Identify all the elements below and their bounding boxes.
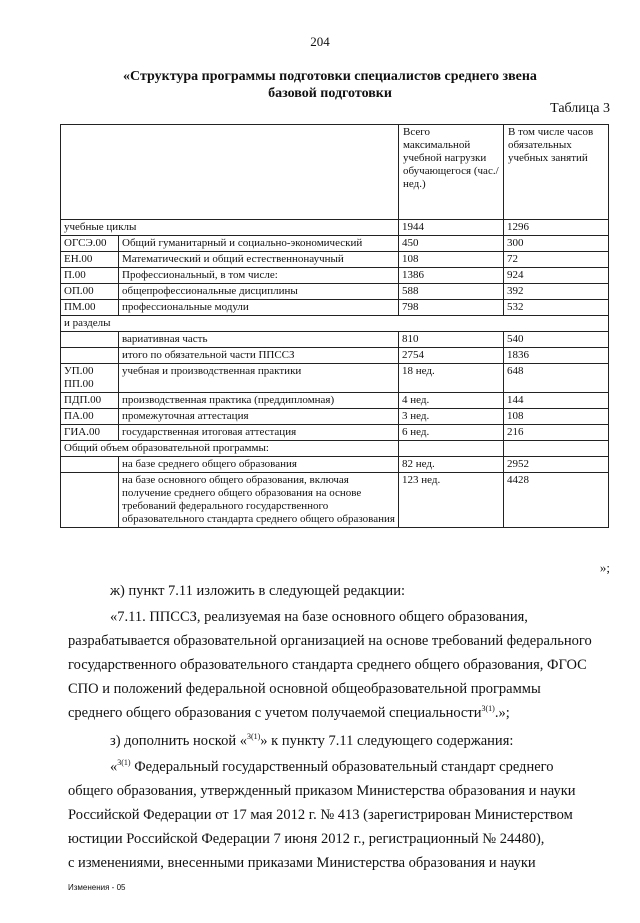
paragraph-line bbox=[68, 701, 612, 725]
row-mandatory: 532 bbox=[504, 300, 609, 316]
row-mandatory: 648 bbox=[504, 364, 609, 393]
row-mandatory: 300 bbox=[504, 236, 609, 252]
paragraph-line: разрабатывается образовательной организацией на основе требований федерального bbox=[68, 633, 592, 649]
paragraph-line bbox=[68, 755, 612, 779]
row-name: Общий гуманитарный и социально-экономический bbox=[119, 236, 399, 252]
row-code bbox=[61, 473, 119, 528]
row-code-1: УП.00 bbox=[64, 365, 94, 377]
title-line-1: «Структура программы подготовки специалистов среднего звена bbox=[123, 69, 537, 84]
table-row bbox=[61, 473, 609, 528]
row-name: производственная практика (преддипломная) bbox=[119, 393, 399, 409]
row-total bbox=[399, 441, 504, 457]
table-row bbox=[61, 425, 609, 441]
table-row bbox=[61, 332, 609, 348]
row-total: 3 нед. bbox=[399, 409, 504, 425]
paragraph-text: среднего общего образования с учетом получаемой специальности bbox=[68, 705, 482, 721]
row-mandatory bbox=[504, 441, 609, 457]
row-mandatory: 540 bbox=[504, 332, 609, 348]
row-code: ОГСЭ.00 bbox=[61, 236, 119, 252]
row-code: ЕН.00 bbox=[61, 252, 119, 268]
row-total: 6 нед. bbox=[399, 425, 504, 441]
row-total: 810 bbox=[399, 332, 504, 348]
row-total: 798 bbox=[399, 300, 504, 316]
row-code: ОП.00 bbox=[61, 284, 119, 300]
row-name: Математический и общий естественнонаучный bbox=[119, 252, 399, 268]
paragraph-text: « bbox=[110, 759, 118, 775]
footnote-ref: 3(1) bbox=[481, 704, 495, 714]
paragraph-line: Российской Федерации от 17 мая 2012 г. № 413 (зарегистрирован Министерством bbox=[68, 807, 573, 823]
table-row bbox=[61, 441, 609, 457]
paragraph-line: с изменениями, внесенными приказами Министерства образования и науки bbox=[68, 855, 536, 871]
row-name: профессиональные модули bbox=[119, 300, 399, 316]
table-header-row bbox=[61, 125, 609, 220]
paragraph-text-end: » к пункту 7.11 следующего содержания: bbox=[260, 733, 514, 749]
row-code bbox=[61, 457, 119, 473]
row-total: 1944 bbox=[399, 220, 504, 236]
page-title bbox=[60, 68, 600, 102]
row-code: ПДП.00 bbox=[61, 393, 119, 409]
row-total: 18 нед. bbox=[399, 364, 504, 393]
table-row bbox=[61, 252, 609, 268]
row-mandatory: 216 bbox=[504, 425, 609, 441]
footnote-ref: 3(1) bbox=[246, 732, 261, 742]
paragraph-line: государственного образовательного стандарта среднего общего образования, ФГОС bbox=[68, 657, 587, 673]
paragraph-line: «7.11. ППССЗ, реализуемая на базе основного общего образования, bbox=[110, 609, 528, 625]
table-row bbox=[61, 220, 609, 236]
paragraph-text: з) дополнить ноской « bbox=[110, 733, 247, 749]
row-name: итого по обязательной части ППССЗ bbox=[119, 348, 399, 364]
paragraph-line: СПО и положений федеральной основной общеобразовательной программы bbox=[68, 681, 541, 697]
paragraph-7-11 bbox=[68, 605, 612, 725]
row-mandatory: 392 bbox=[504, 284, 609, 300]
row-name: учебная и производственная практики bbox=[119, 364, 399, 393]
page-footer: Изменения - 05 bbox=[68, 883, 126, 892]
row-mandatory: 1296 bbox=[504, 220, 609, 236]
table-row bbox=[61, 300, 609, 316]
table-row bbox=[61, 393, 609, 409]
page-number: 204 bbox=[310, 34, 330, 49]
table-row bbox=[61, 268, 609, 284]
header-total: Всего максимальной учебной нагрузки обучающегося (час./нед.) bbox=[399, 125, 504, 220]
table-row bbox=[61, 236, 609, 252]
table-row bbox=[61, 457, 609, 473]
table-row bbox=[61, 348, 609, 364]
row-name: вариативная часть bbox=[119, 332, 399, 348]
table-label: Таблица 3 bbox=[550, 101, 610, 116]
paragraph-line: общего образования, утвержденный приказом Министерства образования и науки bbox=[68, 783, 576, 799]
row-total: 588 bbox=[399, 284, 504, 300]
row-code bbox=[61, 332, 119, 348]
row-total: 4 нед. bbox=[399, 393, 504, 409]
title-line-2: базовой подготовки bbox=[268, 86, 392, 101]
table-row bbox=[61, 364, 609, 393]
row-name: на базе основного общего образования, включая получение среднего общего образования на основе требований федерального государственного образовательного стандарта среднего общего образования bbox=[119, 473, 399, 528]
row-code bbox=[61, 364, 119, 393]
header-mandatory: В том числе часов обязательных учебных занятий bbox=[504, 125, 609, 220]
row-total: 450 bbox=[399, 236, 504, 252]
row-mandatory: 924 bbox=[504, 268, 609, 284]
row-code: П.00 bbox=[61, 268, 119, 284]
row-code: ПА.00 bbox=[61, 409, 119, 425]
row-mandatory: 4428 bbox=[504, 473, 609, 528]
paragraph-z bbox=[110, 729, 640, 753]
paragraph-line: юстиции Российской Федерации 7 июня 2012 г., регистрационный № 24480), bbox=[68, 831, 545, 847]
footnote-text bbox=[68, 755, 612, 875]
closing-quote: »; bbox=[599, 560, 610, 575]
row-code bbox=[61, 348, 119, 364]
row-mandatory: 2952 bbox=[504, 457, 609, 473]
row-mandatory: 108 bbox=[504, 409, 609, 425]
footnote-ref: 3(1) bbox=[117, 758, 131, 768]
row-name: государственная итоговая аттестация bbox=[119, 425, 399, 441]
row-mandatory: 72 bbox=[504, 252, 609, 268]
row-name: Профессиональный, в том числе: bbox=[119, 268, 399, 284]
row-code-2: ПП.00 bbox=[64, 378, 94, 390]
row-total: 108 bbox=[399, 252, 504, 268]
row-name: учебные циклы bbox=[61, 220, 399, 236]
paragraph-text-end: .»; bbox=[494, 705, 510, 721]
row-code: ГИА.00 bbox=[61, 425, 119, 441]
row-name: на базе среднего общего образования bbox=[119, 457, 399, 473]
row-code: ПМ.00 bbox=[61, 300, 119, 316]
row-total: 123 нед. bbox=[399, 473, 504, 528]
table-row bbox=[61, 284, 609, 300]
header-empty-cell bbox=[61, 125, 399, 220]
structure-table bbox=[60, 124, 609, 528]
paragraph-text: Федеральный государственный образовательный стандарт среднего bbox=[130, 759, 554, 775]
row-total: 2754 bbox=[399, 348, 504, 364]
row-mandatory: 144 bbox=[504, 393, 609, 409]
row-name: общепрофессиональные дисциплины bbox=[119, 284, 399, 300]
row-total: 1386 bbox=[399, 268, 504, 284]
row-total: 82 нед. bbox=[399, 457, 504, 473]
row-name: Общий объем образовательной программы: bbox=[61, 441, 399, 457]
table-row bbox=[61, 316, 609, 332]
row-name: промежуточная аттестация bbox=[119, 409, 399, 425]
paragraph-zh: ж) пункт 7.11 изложить в следующей редакции: bbox=[110, 583, 405, 599]
table-row bbox=[61, 409, 609, 425]
row-mandatory: 1836 bbox=[504, 348, 609, 364]
row-name: и разделы bbox=[61, 316, 609, 332]
